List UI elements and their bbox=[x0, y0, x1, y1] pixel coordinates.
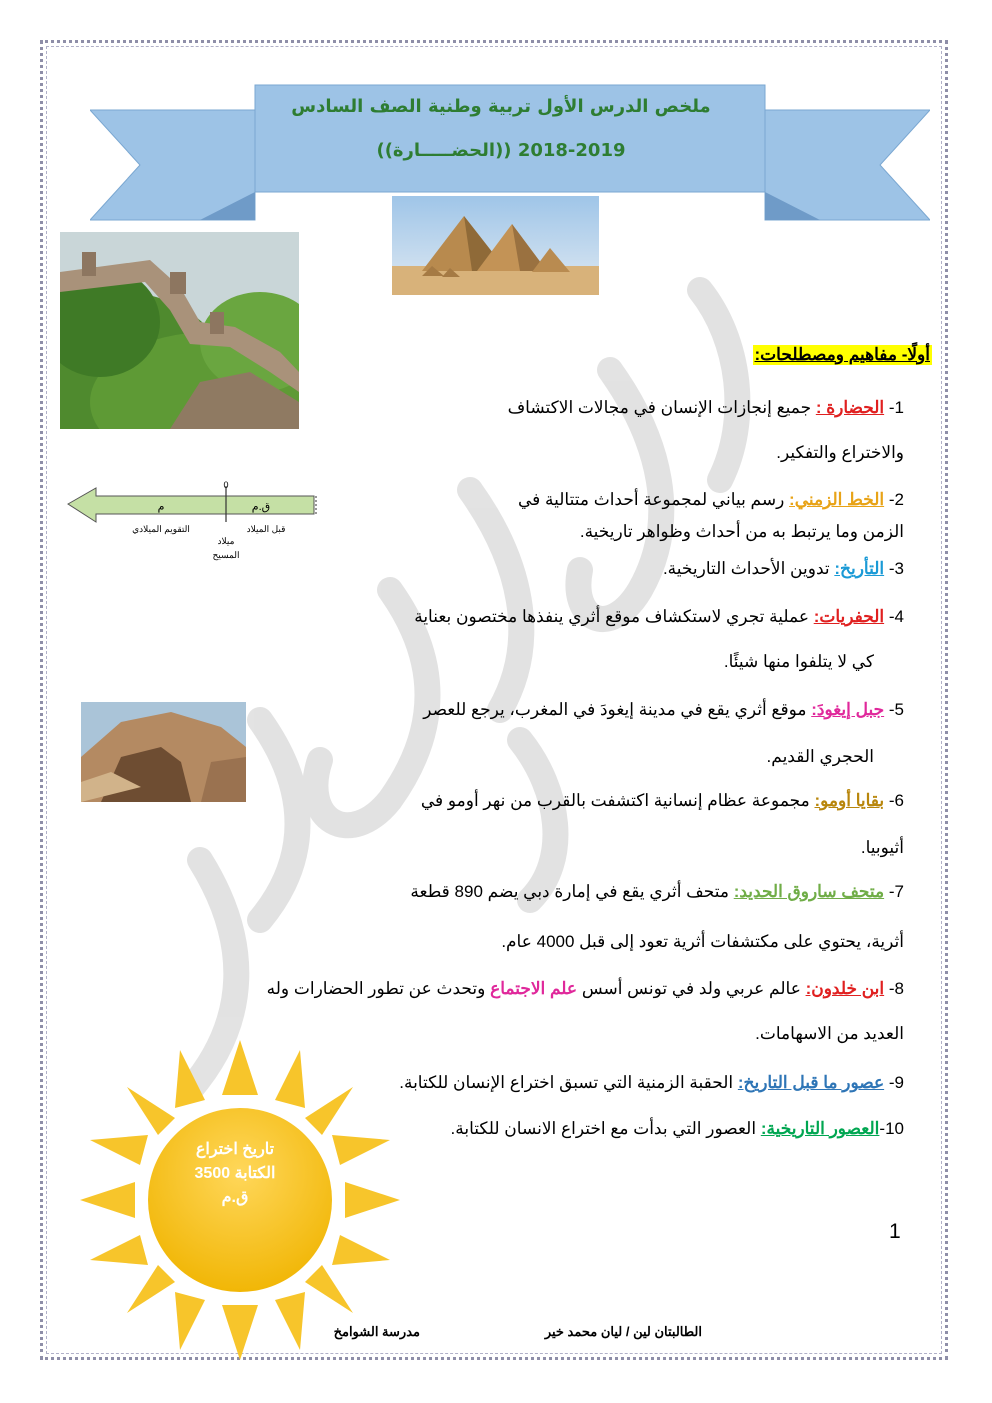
item-2-continuation: الزمن وما يرتبط به من أحداث وظواهر تاريخية. bbox=[579, 522, 904, 541]
item-term: بقايا أومو: bbox=[814, 791, 885, 810]
item-number: 5- bbox=[888, 700, 904, 719]
item-4 bbox=[414, 605, 904, 629]
sun-caption-line2: الكتابة 3500 bbox=[194, 1165, 276, 1182]
timeline-birth-line2: المسيح bbox=[212, 550, 240, 560]
item-3 bbox=[663, 557, 904, 581]
banner-title bbox=[255, 92, 747, 166]
pyramids-image bbox=[392, 196, 599, 295]
item-number: 3- bbox=[888, 559, 904, 578]
item-8 bbox=[267, 977, 904, 1001]
sun-caption-line1: تاريخ اختراع bbox=[195, 1141, 275, 1158]
item-text: رسم بياني لمجموعة أحداث متتالية في bbox=[517, 490, 790, 509]
timeline-diagram bbox=[66, 478, 321, 578]
item-number: 10- bbox=[879, 1119, 904, 1138]
item-text: عملية تجري لاستكشاف موقع أثري ينفذها مختصون بعناية bbox=[414, 607, 814, 626]
item-number: 7- bbox=[888, 882, 904, 901]
item-1 bbox=[508, 396, 904, 420]
item-text: موقع أثري يقع في مدينة إيغودَ في المغرب، يرجع للعصر bbox=[423, 700, 812, 719]
item-9 bbox=[399, 1071, 904, 1095]
banner-title-line2: ((الحضـــــارة)) 2019-2018 bbox=[376, 140, 626, 161]
timeline-ad-label: م bbox=[157, 501, 165, 513]
item-text: عالم عربي ولد في تونس أسس bbox=[577, 979, 806, 998]
timeline-zero: 0 bbox=[223, 480, 229, 490]
item-6 bbox=[421, 789, 904, 813]
page-number: 1 bbox=[889, 1220, 901, 1243]
banner-title-line1: ملخص الدرس الأول تربية وطنية الصف السادس bbox=[291, 96, 711, 117]
item-term: ابن خلدون: bbox=[805, 979, 885, 998]
item-4-continuation: كي لا يتلفوا منها شيئًا. bbox=[723, 652, 874, 671]
item-highlight: علم الاجتماع bbox=[490, 979, 578, 998]
item-text: تدوين الأحداث التاريخية. bbox=[662, 559, 835, 578]
timeline-bc-label: ق.م bbox=[251, 501, 271, 513]
item-6-continuation: أثيوبيا. bbox=[860, 838, 904, 857]
section-heading: أولًا- مفاهيم ومصطلحات: bbox=[754, 345, 930, 364]
great-wall-image bbox=[60, 232, 299, 429]
item-5-continuation: الحجري القديم. bbox=[766, 747, 874, 766]
item-term: التأريخ: bbox=[834, 559, 885, 578]
item-text: الحقبة الزمنية التي تسبق اختراع الإنسان للكتابة. bbox=[399, 1073, 738, 1092]
item-number: 2- bbox=[888, 490, 904, 509]
item-text: العصور التي بدأت مع اختراع الانسان للكتابة. bbox=[450, 1119, 761, 1138]
item-term: الخط الزمني: bbox=[789, 490, 885, 509]
item-number: 8- bbox=[888, 979, 904, 998]
item-7 bbox=[410, 880, 904, 904]
item-term: عصور ما قبل التاريخ: bbox=[737, 1073, 885, 1092]
item-2 bbox=[518, 488, 904, 512]
jebel-irhoud-image bbox=[81, 702, 246, 802]
item-text-after: وتحدث عن تطور الحضارات وله bbox=[266, 979, 491, 998]
item-8-continuation: العديد من الاسهامات. bbox=[755, 1024, 904, 1043]
timeline-calendar: التقويم الميلادي bbox=[132, 524, 190, 534]
item-1-continuation: والاختراع والتفكير. bbox=[776, 443, 904, 462]
item-text: جميع إنجازات الإنسان في مجالات الاكتشاف bbox=[507, 398, 816, 417]
item-number: 9- bbox=[888, 1073, 904, 1092]
footer-school: مدرسة الشوامخ bbox=[333, 1324, 420, 1339]
footer-students: الطالبتان لين / ليان محمد خير bbox=[544, 1324, 702, 1339]
item-number: 6- bbox=[888, 791, 904, 810]
item-text: مجموعة عظام إنسانية اكتشفت بالقرب من نهر أومو في bbox=[420, 791, 815, 810]
item-term: متحف ساروق الحديد: bbox=[733, 882, 885, 901]
item-term: الحضارة : bbox=[815, 398, 885, 417]
item-term: العصور التاريخية: bbox=[760, 1119, 880, 1138]
item-term: جبل إيغودَ: bbox=[811, 700, 885, 719]
sun-caption-line3: ق.م bbox=[221, 1189, 249, 1206]
item-number: 4- bbox=[888, 607, 904, 626]
timeline-birth-line1: ميلاد bbox=[217, 536, 235, 546]
item-5 bbox=[423, 698, 904, 722]
sun-caption bbox=[155, 1138, 315, 1210]
item-text: متحف أثري يقع في إمارة دبي يضم 890 قطعة bbox=[410, 882, 734, 901]
timeline-before-birth: قبل الميلاد bbox=[246, 524, 286, 534]
item-term: الحفريات: bbox=[813, 607, 885, 626]
item-7-continuation: أثرية، يحتوي على مكتشفات أثرية تعود إلى قبل 4000 عام. bbox=[501, 932, 904, 951]
item-10 bbox=[451, 1117, 905, 1141]
item-number: 1- bbox=[888, 398, 904, 417]
